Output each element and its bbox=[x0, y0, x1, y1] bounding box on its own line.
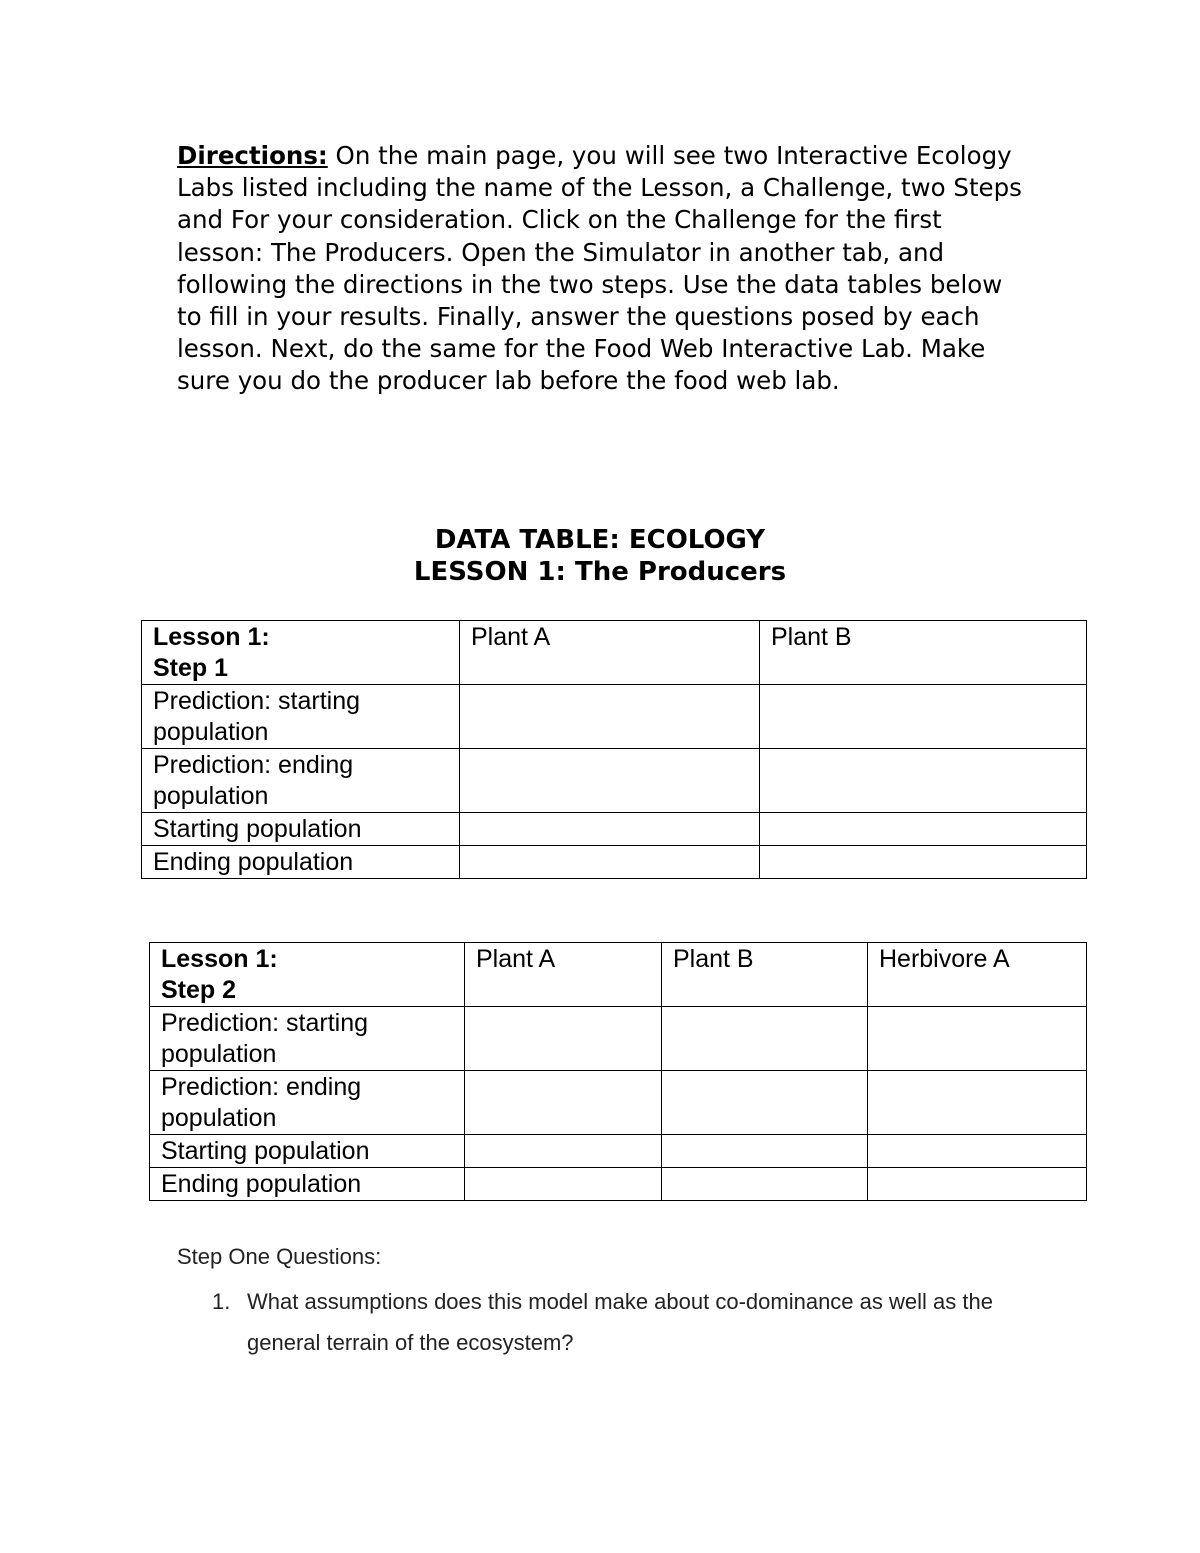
step2-data-table bbox=[149, 942, 1087, 1201]
data-cell[interactable] bbox=[465, 1071, 662, 1135]
row-label: Ending population bbox=[150, 1168, 465, 1201]
data-cell[interactable] bbox=[460, 813, 760, 846]
data-cell[interactable] bbox=[868, 1007, 1087, 1071]
data-cell[interactable] bbox=[662, 1135, 868, 1168]
row-label: Prediction: ending population bbox=[142, 749, 460, 813]
data-cell[interactable] bbox=[868, 1168, 1087, 1201]
table-row bbox=[150, 1135, 1087, 1168]
directions-lead: Directions: bbox=[177, 141, 328, 170]
question-text: What assumptions does this model make about co-dominance as well as the general terrain of the ecosystem? bbox=[247, 1289, 993, 1355]
table-row bbox=[142, 813, 1087, 846]
row-label: Starting population bbox=[150, 1135, 465, 1168]
data-cell[interactable] bbox=[760, 813, 1087, 846]
step1-header-label: Lesson 1: Step 1 bbox=[142, 621, 460, 685]
step-one-questions bbox=[177, 1241, 1027, 1363]
table-row bbox=[150, 1007, 1087, 1071]
questions-heading: Step One Questions: bbox=[177, 1244, 382, 1269]
table-row bbox=[150, 1168, 1087, 1201]
data-cell[interactable] bbox=[760, 685, 1087, 749]
data-cell[interactable] bbox=[868, 1135, 1087, 1168]
data-cell[interactable] bbox=[465, 1168, 662, 1201]
column-header-plant-b: Plant B bbox=[662, 943, 868, 1007]
data-cell[interactable] bbox=[662, 1007, 868, 1071]
table-header-row bbox=[150, 943, 1087, 1007]
row-label: Prediction: ending population bbox=[150, 1071, 465, 1135]
row-label: Ending population bbox=[142, 846, 460, 879]
step1-data-table bbox=[141, 620, 1087, 879]
question-number: 1. bbox=[212, 1289, 231, 1314]
table-row bbox=[150, 1071, 1087, 1135]
column-header-herbivore-a: Herbivore A bbox=[868, 943, 1087, 1007]
column-header-plant-b: Plant B bbox=[760, 621, 1087, 685]
column-header-plant-a: Plant A bbox=[465, 943, 662, 1007]
column-header-plant-a: Plant A bbox=[460, 621, 760, 685]
data-cell[interactable] bbox=[460, 685, 760, 749]
table-row bbox=[142, 846, 1087, 879]
directions-text: On the main page, you will see two Interactive Ecology Labs listed including the name of the Lesson, a Challenge, two Steps and For your consideration. Click on the Challenge for the first lesson: The Producers. Open the Simulator in another tab, and following the directions in the two steps. Use the data tables below to fill in your results. Finally, answer the questions posed by each lesson. Next, do the same for the Food Web Interactive Lab. Make sure you do the producer lab before the food web lab. bbox=[177, 141, 1022, 396]
table-row bbox=[142, 685, 1087, 749]
data-cell[interactable] bbox=[460, 846, 760, 879]
data-cell[interactable] bbox=[465, 1135, 662, 1168]
step2-header-label: Lesson 1: Step 2 bbox=[150, 943, 465, 1007]
row-label: Starting population bbox=[142, 813, 460, 846]
data-cell[interactable] bbox=[760, 749, 1087, 813]
data-table-title: DATA TABLE: ECOLOGY bbox=[434, 525, 766, 555]
list-item bbox=[177, 1281, 1027, 1363]
data-cell[interactable] bbox=[662, 1071, 868, 1135]
lesson-title: LESSON 1: The Producers bbox=[413, 557, 787, 587]
table-row bbox=[142, 749, 1087, 813]
row-label: Prediction: starting population bbox=[142, 685, 460, 749]
data-cell[interactable] bbox=[465, 1007, 662, 1071]
row-label: Prediction: starting population bbox=[150, 1007, 465, 1071]
data-cell[interactable] bbox=[868, 1071, 1087, 1135]
directions-paragraph bbox=[177, 140, 1027, 398]
data-cell[interactable] bbox=[460, 749, 760, 813]
data-cell[interactable] bbox=[662, 1168, 868, 1201]
table-header-row bbox=[142, 621, 1087, 685]
data-cell[interactable] bbox=[760, 846, 1087, 879]
